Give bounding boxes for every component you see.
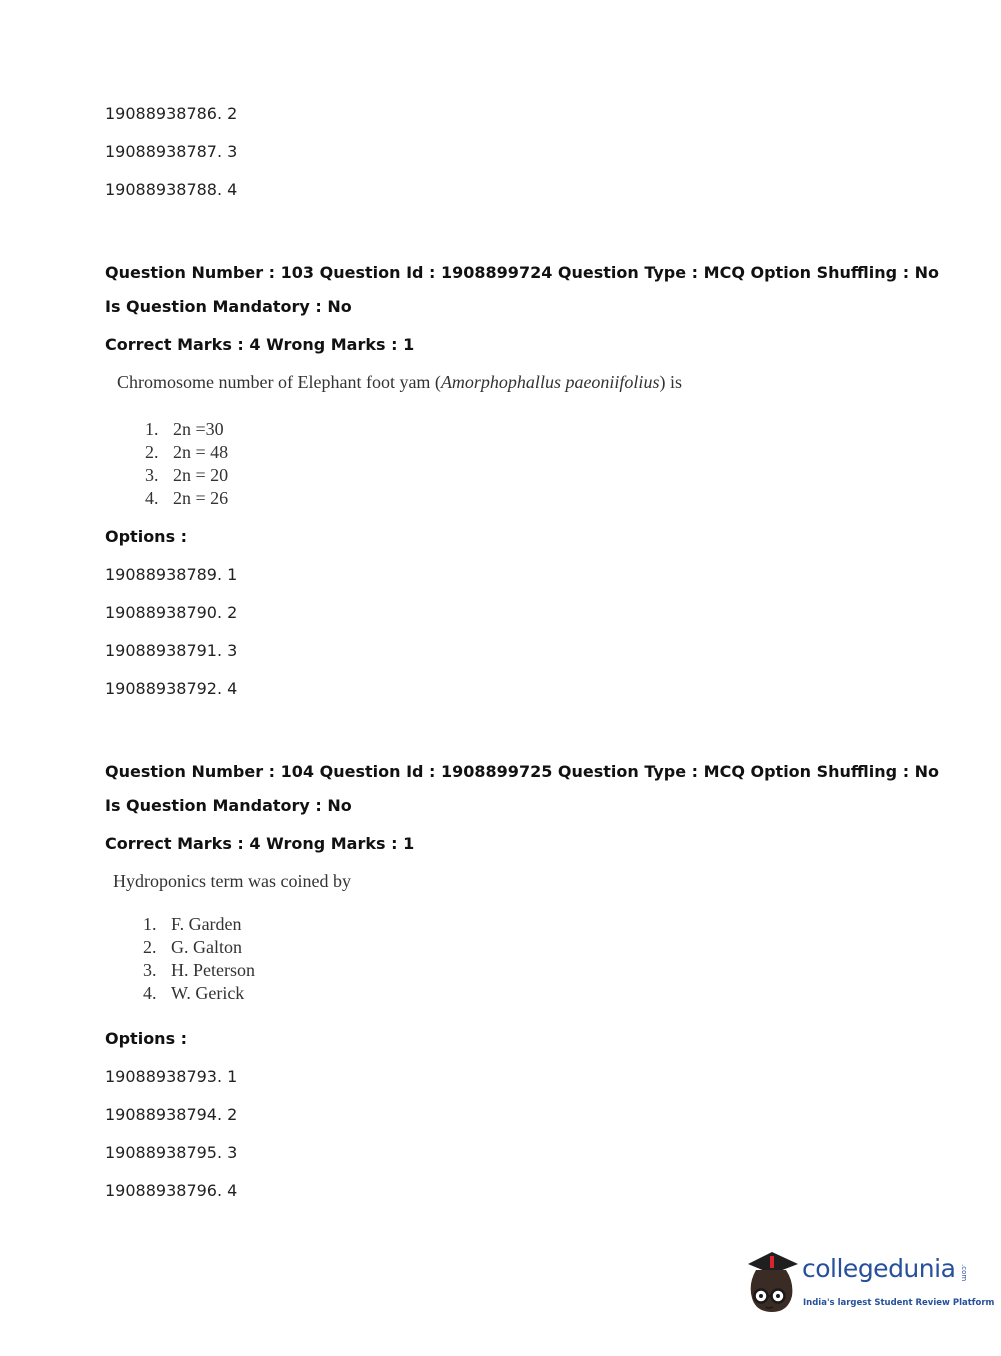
options-label: Options : xyxy=(105,527,188,546)
choice-item xyxy=(145,419,224,440)
logo-tagline: India's largest Student Review Platform xyxy=(803,1298,995,1308)
stem-text: ) is xyxy=(659,372,682,392)
option-line: 19088938792. 4 xyxy=(105,679,238,698)
stem-text: Chromosome number of Elephant foot yam ( xyxy=(117,372,441,392)
choice-number: 1. xyxy=(143,914,157,934)
option-line: 19088938793. 1 xyxy=(105,1067,238,1086)
question-marks: Correct Marks : 4 Wrong Marks : 1 xyxy=(105,335,415,354)
choice-text: G. Galton xyxy=(171,937,242,957)
choice-item xyxy=(145,442,228,463)
option-line: 19088938788. 4 xyxy=(105,180,238,199)
question-marks: Correct Marks : 4 Wrong Marks : 1 xyxy=(105,834,415,853)
choice-item xyxy=(143,983,244,1004)
choice-number: 2. xyxy=(143,937,157,957)
choice-item xyxy=(143,914,242,935)
choice-text: 2n = 20 xyxy=(173,465,229,485)
choice-number: 1. xyxy=(145,419,159,439)
choice-number: 3. xyxy=(145,465,159,485)
logo-dotcom: .com xyxy=(960,1264,968,1282)
option-line: 19088938795. 3 xyxy=(105,1143,238,1162)
collegedunia-logo xyxy=(742,1250,995,1320)
question-header: Question Number : 103 Question Id : 1908899724 Question Type : MCQ Option Shuffling : No xyxy=(105,263,940,282)
option-line: 19088938791. 3 xyxy=(105,641,238,660)
choice-text: 2n = 48 xyxy=(173,442,229,462)
options-label: Options : xyxy=(105,1029,188,1048)
option-line: 19088938794. 2 xyxy=(105,1105,238,1124)
option-line: 19088938786. 2 xyxy=(105,104,238,123)
choice-text: F. Garden xyxy=(171,914,242,934)
question-header: Question Number : 104 Question Id : 1908899725 Question Type : MCQ Option Shuffling : No xyxy=(105,762,940,781)
question-stem xyxy=(117,372,682,393)
choice-item xyxy=(143,937,242,958)
choice-text: 2n = 26 xyxy=(173,488,229,508)
stem-italic: Amorphophallus paeoniifolius xyxy=(440,372,660,392)
choice-item xyxy=(143,960,255,981)
choice-item xyxy=(145,465,228,486)
logo-wordmark: collegedunia xyxy=(802,1254,956,1283)
choice-number: 2. xyxy=(145,442,159,462)
option-line: 19088938789. 1 xyxy=(105,565,238,584)
choice-number: 3. xyxy=(143,960,157,980)
option-line: 19088938787. 3 xyxy=(105,142,238,161)
choice-text: W. Gerick xyxy=(171,983,245,1003)
choice-number: 4. xyxy=(143,983,157,1003)
choice-text: 2n =30 xyxy=(173,419,224,439)
option-line: 19088938790. 2 xyxy=(105,603,238,622)
question-mandatory: Is Question Mandatory : No xyxy=(105,796,352,815)
choice-item xyxy=(145,488,228,509)
option-line: 19088938796. 4 xyxy=(105,1181,238,1200)
question-mandatory: Is Question Mandatory : No xyxy=(105,297,352,316)
question-stem: Hydroponics term was coined by xyxy=(113,871,351,891)
mascot-icon xyxy=(742,1250,802,1318)
choice-text: H. Peterson xyxy=(171,960,255,980)
choice-number: 4. xyxy=(145,488,159,508)
